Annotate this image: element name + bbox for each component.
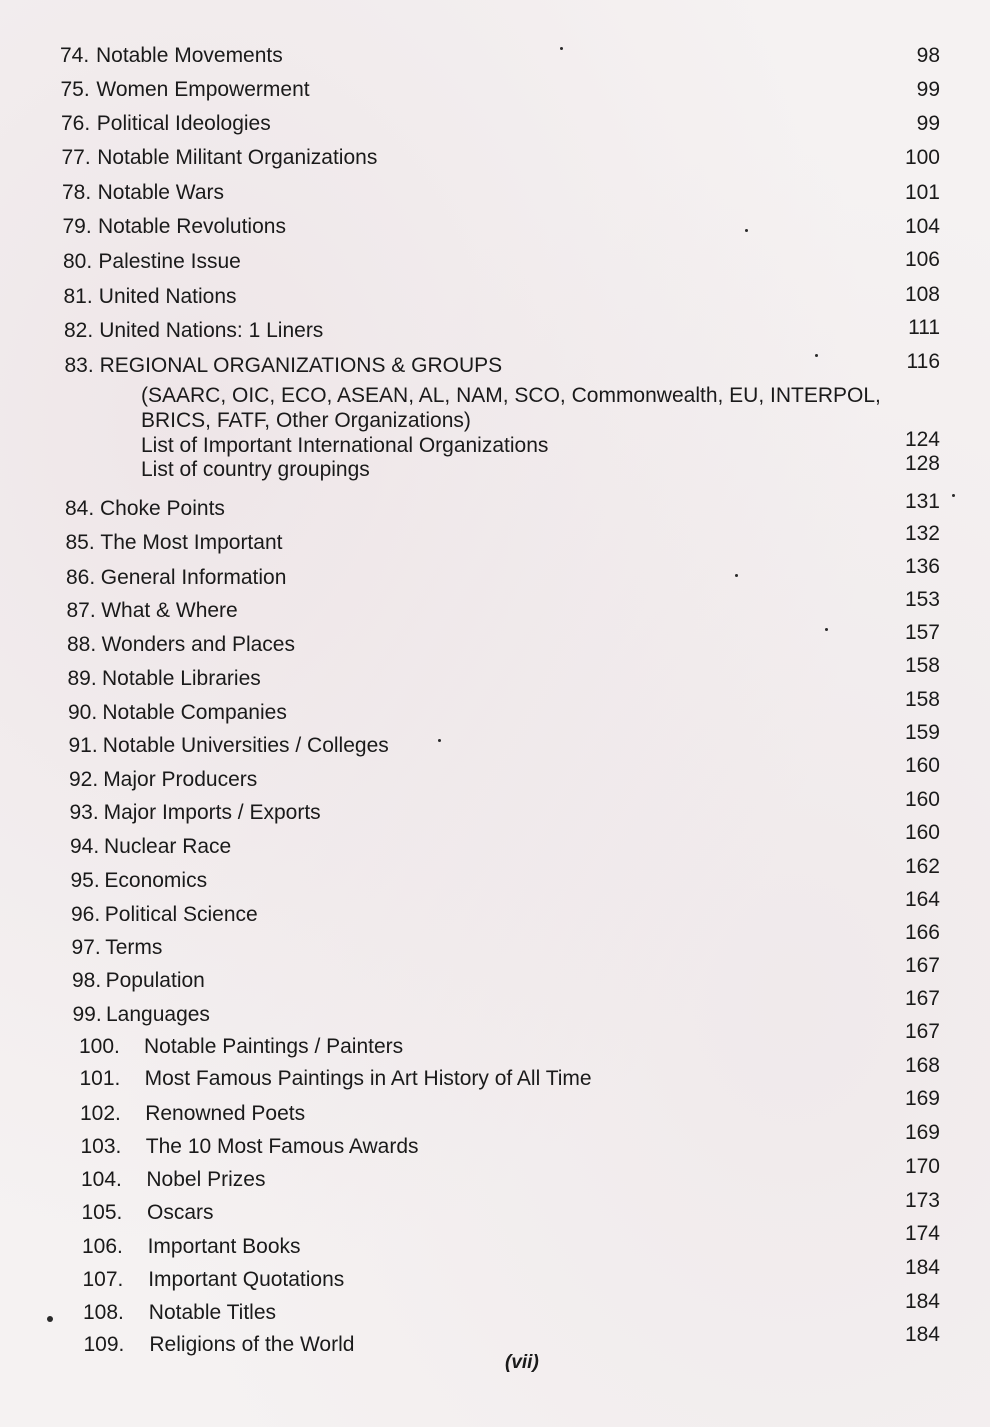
toc-entry-number: 97. bbox=[71, 936, 101, 959]
toc-entry-page: 160 bbox=[904, 788, 940, 811]
toc-entry-page-row bbox=[0, 1152, 990, 1182]
toc-entry-title: Terms bbox=[105, 936, 163, 959]
toc-entry-page-row bbox=[0, 1287, 990, 1317]
toc-entry-title: Political Ideologies bbox=[96, 112, 271, 135]
toc-entry-title: General Information bbox=[100, 566, 287, 589]
toc-entry-title: United Nations: 1 Liners bbox=[99, 319, 324, 342]
toc-entry-page: 169 bbox=[904, 1087, 940, 1110]
toc-entry-page-row bbox=[0, 585, 990, 615]
toc-entry-number: 96. bbox=[71, 903, 101, 926]
toc-sub-line-groupings: List of country groupings bbox=[141, 458, 370, 481]
toc-entry-number: 89. bbox=[67, 667, 97, 690]
toc-sub-line-orgs-cont: BRICS, FATF, Other Organizations) bbox=[141, 409, 471, 432]
toc-entry-page-row bbox=[0, 1118, 990, 1148]
toc-entry-number: 108. bbox=[83, 1301, 124, 1324]
toc-sub-line-orgs: (SAARC, OIC, ECO, ASEAN, AL, NAM, SCO, Commonwealth, EU, INTERPOL, bbox=[141, 384, 881, 407]
toc-entry-title: Oscars bbox=[147, 1201, 214, 1224]
toc-entry-title: Women Empowerment bbox=[96, 78, 310, 101]
toc-entry-page-row bbox=[0, 1084, 990, 1114]
toc-entry-page-row bbox=[0, 313, 990, 343]
toc-entry-number: 75. bbox=[60, 78, 90, 101]
toc-entry-page: 98 bbox=[916, 44, 940, 67]
toc-entry-number: 93. bbox=[69, 801, 99, 824]
toc-entry-number: 103. bbox=[80, 1135, 122, 1158]
toc-entry-title: United Nations bbox=[98, 285, 237, 308]
toc-entry-page: 159 bbox=[904, 721, 940, 744]
toc-entry-page: 174 bbox=[904, 1222, 940, 1245]
toc-entry-page-row bbox=[0, 245, 990, 275]
toc-entry-title: Choke Points bbox=[100, 497, 225, 520]
speck-mark bbox=[560, 47, 563, 50]
toc-entry-page: 101 bbox=[904, 181, 940, 204]
toc-entry-page-row bbox=[0, 347, 990, 377]
toc-entry-page: 184 bbox=[904, 1256, 940, 1279]
toc-entry-title: Notable Titles bbox=[148, 1301, 277, 1324]
toc-entry-page-row bbox=[0, 818, 990, 848]
toc-entry-page-row bbox=[0, 75, 990, 105]
toc-entry-number: 92. bbox=[69, 768, 99, 791]
toc-entry-page: 116 bbox=[906, 350, 940, 373]
toc-entry-title: Important Quotations bbox=[148, 1268, 345, 1291]
toc-entry-page-row bbox=[0, 984, 990, 1014]
toc-entry-page-row bbox=[0, 751, 990, 781]
toc-entry-number: 87. bbox=[66, 599, 96, 622]
speck-mark bbox=[952, 494, 955, 497]
toc-entry-number: 95. bbox=[70, 869, 100, 892]
toc-entry-number: 82. bbox=[64, 319, 94, 342]
toc-entry-page-row bbox=[0, 1219, 990, 1249]
toc-entry-number: 84. bbox=[65, 497, 95, 520]
toc-entry-number: 105. bbox=[81, 1201, 123, 1224]
toc-entry-page: 184 bbox=[904, 1290, 940, 1313]
toc-entry-page-row bbox=[0, 885, 990, 915]
toc-entry-title: The 10 Most Famous Awards bbox=[145, 1135, 419, 1158]
toc-entry-page: 108 bbox=[904, 283, 940, 306]
toc-entry-page-row bbox=[0, 519, 990, 549]
toc-entry-title: Languages bbox=[106, 1003, 210, 1026]
toc-entry-page-row bbox=[0, 212, 990, 242]
toc-entry-title: Renowned Poets bbox=[145, 1102, 306, 1125]
toc-entry-page: 158 bbox=[904, 654, 940, 677]
toc-entry-title: REGIONAL ORGANIZATIONS & GROUPS bbox=[99, 354, 503, 377]
toc-entry-title: The Most Important bbox=[100, 531, 283, 554]
toc-entry-title: Political Science bbox=[104, 903, 258, 926]
toc-entry-page: 100 bbox=[904, 146, 940, 169]
toc-sub-page-groupings: 128 bbox=[904, 452, 940, 475]
speck-mark bbox=[745, 229, 748, 232]
toc-entry-page: 162 bbox=[904, 855, 940, 878]
toc-entry-page: 167 bbox=[904, 987, 940, 1010]
toc-entry-page-row bbox=[0, 852, 990, 882]
toc-entry-page-row bbox=[0, 1253, 990, 1283]
toc-entry-number: 86. bbox=[66, 566, 96, 589]
toc-entry-number: 78. bbox=[62, 181, 92, 204]
toc-entry-title: Notable Paintings / Painters bbox=[144, 1035, 404, 1058]
speck-mark bbox=[47, 1316, 53, 1322]
toc-entry-page-row bbox=[0, 178, 990, 208]
toc-entry-page-row bbox=[0, 1017, 990, 1047]
toc-entry-page: 153 bbox=[904, 588, 940, 611]
toc-entry-page: 136 bbox=[904, 555, 940, 578]
toc-entry-title: Major Imports / Exports bbox=[103, 801, 321, 824]
toc-entry-page-row bbox=[0, 280, 990, 310]
toc-entry-page: 160 bbox=[904, 754, 940, 777]
speck-mark bbox=[735, 574, 738, 577]
toc-entry-page: 168 bbox=[904, 1054, 940, 1077]
toc-entry-page: 111 bbox=[908, 316, 940, 339]
toc-entry-number: 102. bbox=[80, 1102, 121, 1125]
toc-entry-page-row bbox=[0, 109, 990, 139]
toc-entry-number: 107. bbox=[82, 1268, 124, 1291]
toc-entry-title: Notable Universities / Colleges bbox=[102, 734, 389, 757]
toc-entry-title: What & Where bbox=[101, 599, 238, 622]
toc-entry-title: Wonders and Places bbox=[101, 633, 295, 656]
toc-entry-page: 167 bbox=[904, 1020, 940, 1043]
toc-entry-page-row bbox=[0, 143, 990, 173]
toc-entry-page: 184 bbox=[904, 1323, 940, 1346]
toc-entry-number: 106. bbox=[82, 1235, 123, 1258]
toc-entry-title: Major Producers bbox=[103, 768, 258, 791]
toc-entry-number: 80. bbox=[63, 250, 93, 273]
toc-entry-page-row bbox=[0, 1320, 990, 1350]
toc-entry-page: 99 bbox=[916, 78, 940, 101]
toc-entry-page-row bbox=[0, 951, 990, 981]
toc-entry-page-row bbox=[0, 718, 990, 748]
toc-entry-page-row bbox=[0, 785, 990, 815]
toc-entry-page: 106 bbox=[904, 248, 940, 271]
toc-entry-page-row bbox=[0, 685, 990, 715]
toc-entry-page: 167 bbox=[904, 954, 940, 977]
toc-entry-number: 88. bbox=[67, 633, 97, 656]
page-folio: (vii) bbox=[505, 1352, 539, 1373]
toc-entry-page-row bbox=[0, 918, 990, 948]
toc-entry-title: Notable Revolutions bbox=[98, 215, 286, 238]
toc-entry-page: 158 bbox=[904, 688, 940, 711]
toc-entry-title: Most Famous Paintings in Art History of All Time bbox=[144, 1067, 592, 1090]
toc-entry-number: 104. bbox=[81, 1168, 122, 1191]
toc-entry-title: Nobel Prizes bbox=[146, 1168, 266, 1191]
toc-entry-number: 98. bbox=[72, 969, 102, 992]
toc-entry-title: Notable Libraries bbox=[102, 667, 261, 690]
toc-sub-line-intl-orgs: List of Important International Organizations bbox=[141, 434, 549, 457]
speck-mark bbox=[438, 739, 441, 742]
toc-entry-number: 94. bbox=[70, 835, 100, 858]
toc-entry-page-row bbox=[0, 651, 990, 681]
toc-entry-page: 132 bbox=[904, 522, 940, 545]
speck-mark bbox=[815, 354, 818, 357]
toc-entry-page: 166 bbox=[904, 921, 940, 944]
toc-entry-number: 85. bbox=[65, 531, 95, 554]
toc-entry-number: 101. bbox=[79, 1067, 121, 1090]
toc-entry-title: Notable Militant Organizations bbox=[97, 146, 378, 169]
toc-entry-page: 164 bbox=[904, 888, 940, 911]
toc-entry-page: 173 bbox=[904, 1189, 940, 1212]
toc-entry-number: 100. bbox=[79, 1035, 120, 1058]
toc-entry-page: 157 bbox=[904, 621, 940, 644]
toc-entry-page-row bbox=[0, 1051, 990, 1081]
toc-entry-page: 160 bbox=[904, 821, 940, 844]
toc-entry-number: 83. bbox=[64, 354, 94, 377]
toc-entry-page-row bbox=[0, 1186, 990, 1216]
toc-entry-page: 104 bbox=[904, 215, 940, 238]
toc-entry-page: 131 bbox=[904, 490, 940, 513]
toc-entry-title: Economics bbox=[104, 869, 208, 892]
toc-entry-title: Nuclear Race bbox=[104, 835, 232, 858]
toc-sub-page-intl-orgs: 124 bbox=[904, 428, 940, 451]
toc-entry-number: 77. bbox=[61, 146, 91, 169]
toc-entry-title: Important Books bbox=[147, 1235, 301, 1258]
toc-entry-title: Population bbox=[105, 969, 205, 992]
toc-entry-page: 99 bbox=[916, 112, 940, 135]
toc-entry-number: 109. bbox=[83, 1333, 125, 1356]
toc-entry-title: Notable Wars bbox=[97, 181, 225, 204]
toc-entry-page: 169 bbox=[904, 1121, 940, 1144]
toc-entry-page-row bbox=[0, 41, 990, 71]
toc-entry-number: 91. bbox=[68, 734, 98, 757]
toc-entry-number: 99. bbox=[72, 1003, 102, 1026]
toc-entry-number: 81. bbox=[63, 285, 93, 308]
toc-entry-title: Notable Movements bbox=[96, 44, 283, 67]
toc-entry-page-row bbox=[0, 552, 990, 582]
speck-mark bbox=[825, 628, 828, 631]
toc-entry-page: 170 bbox=[904, 1155, 940, 1178]
toc-entry-number: 90. bbox=[68, 701, 98, 724]
toc-entry-page-row bbox=[0, 487, 990, 517]
toc-entry-number: 74. bbox=[60, 44, 90, 67]
toc-entry-number: 79. bbox=[62, 215, 92, 238]
toc-entry-page-row bbox=[0, 618, 990, 648]
toc-entry-title: Notable Companies bbox=[102, 701, 287, 724]
toc-entry-title: Religions of the World bbox=[149, 1333, 355, 1356]
toc-entry-number: 76. bbox=[61, 112, 91, 135]
toc-entry-title: Palestine Issue bbox=[98, 250, 241, 273]
